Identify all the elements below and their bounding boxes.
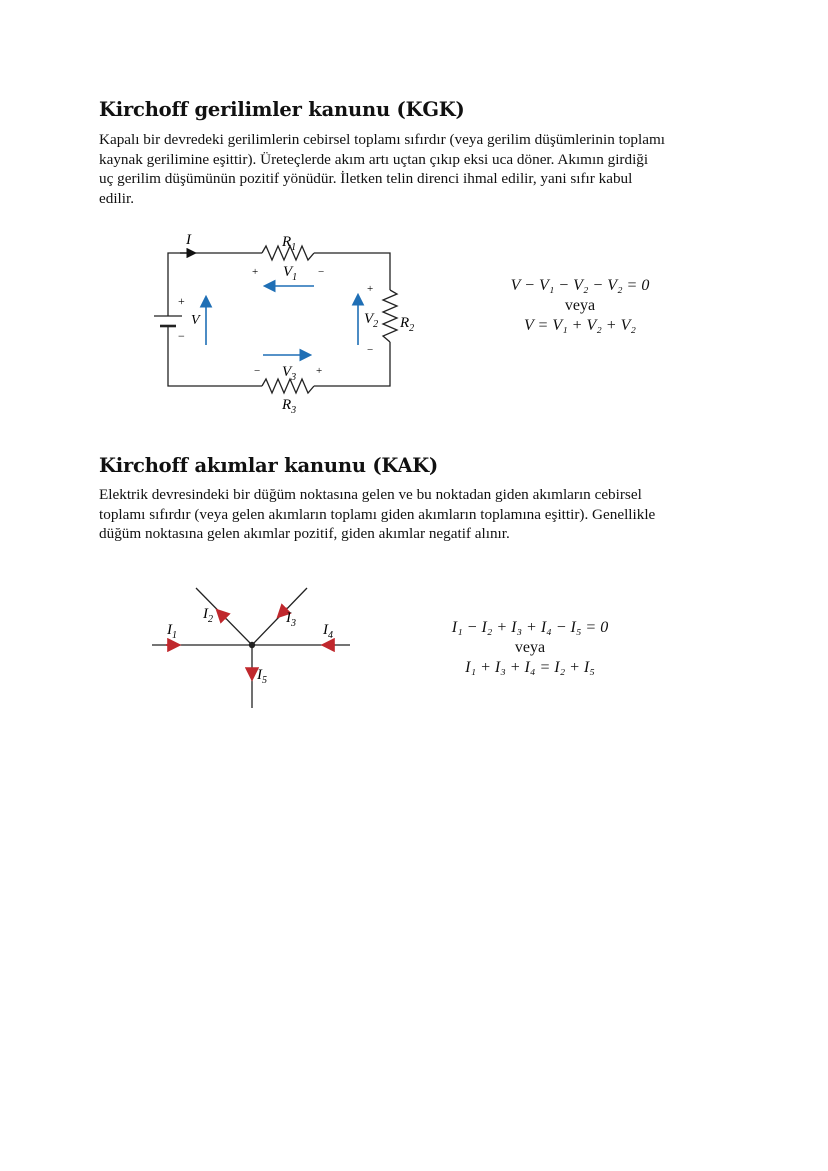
kgk-equation-or: veya	[564, 297, 596, 314]
r2-subscript: 2	[409, 323, 415, 334]
kgk-heading: Kirchoff gerilimler kanunu (KGK)	[99, 98, 465, 121]
v1-letter: V	[283, 264, 293, 280]
i3-label	[285, 610, 296, 629]
kak-equation-or: veya	[514, 639, 546, 656]
r3-subscript: 3	[291, 405, 297, 416]
v2-label	[364, 311, 378, 330]
i2-subscript: 2	[208, 614, 213, 625]
v1-label	[283, 264, 297, 283]
i5-label	[256, 667, 267, 686]
kgk-equation-line1: V − V₁ − V₂ − V₂ = 0	[510, 277, 650, 294]
kgk-equation	[490, 276, 670, 336]
i2-letter: I	[203, 606, 208, 622]
kgk-line: Kapalı bir devredeki gerilimlerin cebirsel toplamı sıfırdır (veya gerilim düşümlerinin toplamı	[99, 131, 665, 148]
v2-letter: V	[364, 311, 374, 327]
i4-letter: I	[323, 622, 328, 638]
v3-plus-sign: +	[316, 365, 323, 377]
kak-line: düğüm noktasına gelen akımlar pozitif, giden akımlar negatif alınır.	[99, 525, 510, 542]
v2-minus-sign: −	[367, 344, 374, 356]
resistor-r3	[262, 379, 314, 393]
kgk-equation-line2: V = V₁ + V₂ + V₂	[524, 317, 636, 334]
v1-minus-sign: −	[318, 266, 325, 278]
series-circuit-diagram	[0, 0, 828, 430]
i1-label	[166, 622, 177, 641]
node-current-diagram	[0, 570, 828, 720]
v3-letter: V	[282, 364, 292, 380]
i3-subscript: 3	[291, 618, 296, 629]
kak-line: Elektrik devresindeki bir düğüm noktasına gelen ve bu noktadan giden akımların cebirsel	[99, 486, 642, 503]
v2-plus-sign: +	[367, 283, 374, 295]
kgk-line: kaynak gerilimine eşittir). Üreteçlerde akım artı uçtan çıkıp eksi uca döner. Akımın girdiği	[99, 150, 649, 168]
node-junction	[249, 642, 255, 648]
r2-label	[399, 315, 414, 334]
i4-label	[322, 622, 333, 641]
kgk-line: edilir.	[99, 189, 135, 207]
kak-paragraph	[99, 485, 739, 544]
battery-minus-sign: −	[178, 329, 185, 343]
r1-subscript: 1	[291, 242, 297, 253]
battery-plus-sign: +	[178, 294, 185, 308]
resistor-r2	[383, 290, 397, 342]
kak-equation-line1: I₁ − I₂ + I₃ + I₄ − I₅ = 0	[451, 619, 609, 636]
r1-letter: R	[282, 234, 292, 250]
i4-subscript: 4	[328, 630, 333, 641]
v1-subscript: 1	[292, 272, 298, 283]
current-arrow-i2	[218, 611, 226, 619]
kak-equation	[440, 618, 620, 678]
v2-subscript: 2	[373, 319, 379, 330]
kgk-line: uç gerilim düşümünün pozitif yönüdür. İletken telin direnci ihmal edilir, yani sıfır kabul	[99, 170, 633, 187]
i5-letter: I	[257, 667, 262, 683]
i1-subscript: 1	[172, 630, 177, 641]
r3-letter: R	[282, 397, 292, 413]
kak-equation-line2: I₁ + I₃ + I₄ = I₂ + I₅	[465, 659, 595, 676]
i2-label	[202, 606, 213, 625]
i5-subscript: 5	[262, 675, 267, 686]
circuit-wire	[168, 253, 390, 386]
current-label: I	[186, 232, 191, 248]
r3-label	[281, 397, 296, 416]
i3-letter: I	[286, 610, 291, 626]
source-voltage-label: V	[191, 313, 200, 328]
v3-subscript: 3	[291, 372, 297, 383]
v3-minus-sign: −	[254, 365, 261, 377]
kak-heading: Kirchoff akımlar kanunu (KAK)	[99, 454, 439, 477]
v1-plus-sign: +	[252, 266, 259, 278]
r2-letter: R	[400, 315, 410, 331]
kak-line: toplamı sıfırdır (veya gelen akımların toplamı giden akımların toplamına eşittir). Genellikle	[99, 505, 656, 523]
i1-letter: I	[167, 622, 172, 638]
